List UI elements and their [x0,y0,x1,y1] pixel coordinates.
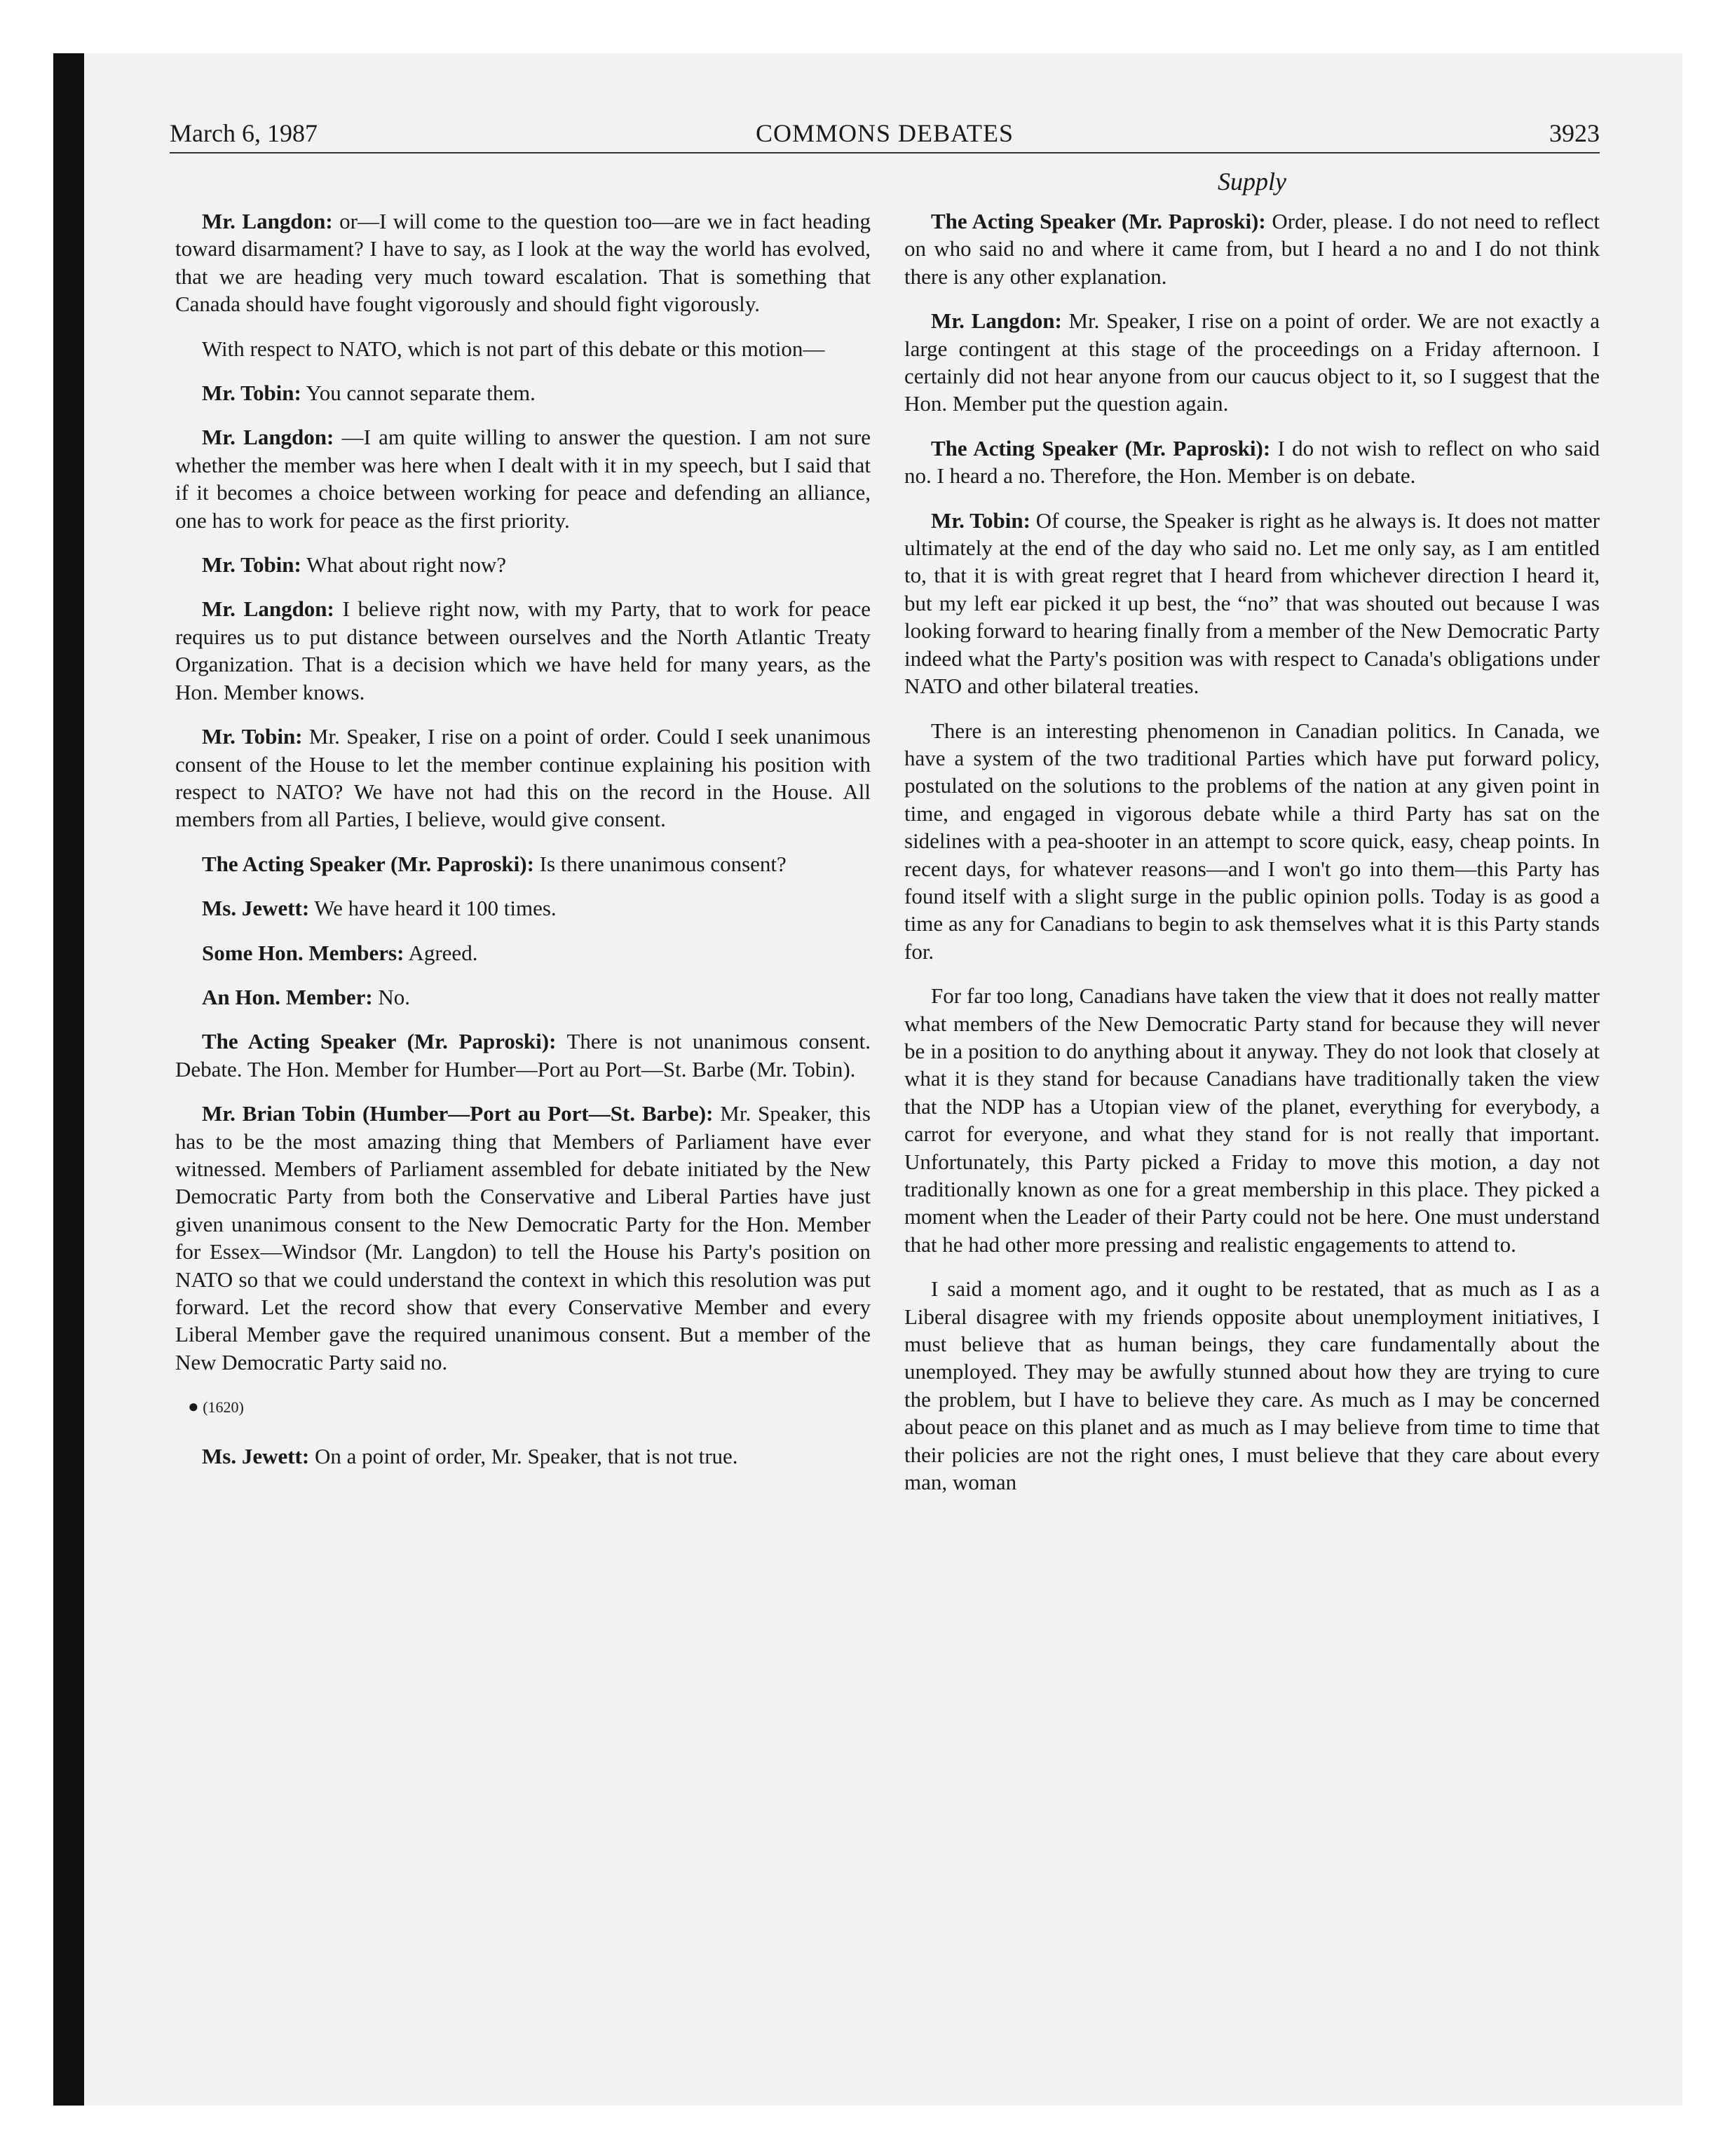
paragraph-text: Mr. Speaker, I rise on a point of order. Could I seek unanimous consent of the House to let the member continue explaining his position with respect to NATO? We have not had this on the record in the House. All members from all Parties, I believe, would give consent. [175,724,871,832]
paragraph [175,207,871,318]
paragraph-text: —I am quite willing to answer the question. I am not sure whether the member was here when I dealt with it in my speech, but I said that if it becomes a choice between working for peace and defending an alliance, one has to work for peace as the first priority. [175,425,871,533]
paragraph [904,307,1600,418]
speaker-name: Mr. Langdon: [202,596,334,622]
paragraph [175,1442,871,1470]
speaker-name: The Acting Speaker (Mr. Paproski): [931,435,1271,460]
paragraph [904,507,1600,700]
speaker-name: Ms. Jewett: [202,896,310,921]
paragraph [175,595,871,706]
time-marker-text: (1620) [203,1398,244,1417]
paragraph-text: I do not wish to reflect on who said no. I heard a no. Therefore, the Hon. Member is on debate. [904,435,1600,489]
paragraph-text: Mr. Speaker, I rise on a point of order. We are not exactly a large contingent at this stage of the proceedings on a Friday afternoon. I certainly did not hear anyone from our caucus object to it, so I suggest that the Hon. Member put the question again. [904,308,1600,416]
paragraph [904,207,1600,290]
left-column [175,207,871,1487]
speaker-name: Mr. Tobin: [202,552,301,578]
paragraph-text: We have heard it 100 times. [309,896,557,921]
paragraph [904,982,1600,1258]
left-column-paragraphs [175,207,871,1376]
paragraph-text: Of course, the Speaker is right as he always is. It does not matter ultimately at the end of the day who said no. Let me only say, as I am entitled to, that it is with great regret that I heard from whichever direction I heard it, but my left ear picked it up best, the “no” that was shouted out because I was looking forward to hearing finally from a member of the New Democratic Party indeed what the Party's position was with respect to Canada's obligations under NATO and other bilateral treaties. [904,507,1600,699]
right-column-paragraphs [904,207,1600,1496]
paragraph-text: Order, please. I do not need to reflect on who said no and where it came from, but I heard a no and I do not think there is any other explanation. [904,209,1600,289]
paragraph [175,983,871,1011]
paragraph [175,894,871,922]
paragraph-text: Agreed. [404,940,478,965]
paragraph [175,1028,871,1083]
paragraph [175,723,871,833]
paragraph [904,1275,1600,1496]
speaker-name: Mr. Langdon: [202,209,333,233]
bullet-icon: ● [188,1396,199,1417]
paragraph-text: There is an interesting phenomenon in Canadian politics. In Canada, we have a system of the two traditional Parties which have put forward policy, postulated on the solutions to the problems of the nation at any given point in time, and engaged in vigorous debate while a third Party has sat on the sidelines with a pea-shooter in an attempt to score quick, easy, cheap points. In recent days, for whatever reasons—and I won't go into them—this Party has found itself with a slight surge in the public opinion polls. Today is as good a time as any for Canadians to begin to ask themselves what it is this Party stands for. [904,718,1600,964]
paragraph-text: On a point of order, Mr. Speaker, that is not true. [309,1443,738,1468]
speaker-name: Mr. Langdon: [931,308,1062,334]
paragraph-text: I said a moment ago, and it ought to be restated, that as much as I as a Liberal disagree with my friends opposite about unemployment initiatives, I must believe that as human beings, they care fundamentally about the unemployed. They may be awfully stunned about how they are trying to cure the problem, but I have to believe they care. As much as I may be concerned about peace on this planet and as much as I may believe from time to time that their policies are not the right ones, I must believe that they care about every man, woman [904,1276,1600,1495]
speaker-name: Mr. Brian Tobin (Humber—Port au Port—St. Barbe): [202,1101,714,1126]
paragraph [175,850,871,878]
paragraph [175,379,871,407]
header-page-number: 3923 [1549,119,1600,147]
scan-edge-shadow [53,53,84,2106]
paragraph-text: With respect to NATO, which is not part of this debate or this motion— [202,336,825,361]
paragraph [904,435,1600,490]
speaker-name: Mr. Tobin: [931,507,1030,533]
speaker-name: Some Hon. Members: [202,940,404,965]
paragraph [175,551,871,578]
speaker-name: An Hon. Member: [202,984,373,1009]
speaker-name: Ms. Jewett: [202,1443,310,1468]
paragraph-text: What about right now? [301,552,507,578]
time-marker [175,1393,871,1421]
paragraph-text: or—I will come to the question too—are we in fact heading toward disarmament? I have to say, as I look at the way the world has evolved, that we are heading very much toward escalation. That is something that Canada should have fought vigorously and should fight vigorously. [175,209,871,317]
paragraph-text: I believe right now, with my Party, that to work for peace requires us to put distance between ourselves and the North Atlantic Treaty Organization. That is a decision which we have held for many years, as the Hon. Member knows. [175,596,871,704]
paragraph [175,423,871,534]
paragraph-text: There is not unanimous consent. Debate. The Hon. Member for Humber—Port au Port—St. Barbe (Mr. Tobin). [175,1029,871,1082]
paragraph-text: For far too long, Canadians have taken the view that it does not really matter what members of the New Democratic Party stand for because they will never be in a position to do anything about it anyway. They do not look that closely at what it is they stand for because Canadians have traditionally taken the view that the NDP has a Utopian view of the planet, everything for everybody, a carrot for everyone, and what they stand for is not really that important. Unfortunately, this Party picked a Friday to move this motion, a day not traditionally known as one for a great membership in this place. They picked a moment when the Leader of their Party could not be here. One must understand that he had other more pressing and realistic engagements to attend to. [904,983,1600,1257]
left-column-end-paragraphs [175,1442,871,1470]
speaker-name: Mr. Tobin: [202,381,301,406]
paragraph [175,939,871,967]
paragraph [904,717,1600,966]
right-column [904,207,1600,1513]
speaker-name: The Acting Speaker (Mr. Paproski): [202,1029,557,1054]
speaker-name: The Acting Speaker (Mr. Paproski): [931,209,1266,233]
speaker-name: The Acting Speaker (Mr. Paproski): [202,851,534,876]
section-title: Supply [1218,168,1286,196]
speaker-name: Mr. Langdon: [202,425,334,450]
paragraph-text: No. [372,984,411,1009]
header-title: COMMONS DEBATES [755,119,1014,147]
header-date: March 6, 1987 [170,119,318,147]
paragraph [175,1100,871,1376]
speaker-name: Mr. Tobin: [202,724,303,749]
paragraph-text: Is there unanimous consent? [533,851,787,876]
paragraph [175,335,871,362]
header-rule [170,152,1600,153]
page-header [170,114,1600,153]
paragraph-text: Mr. Speaker, this has to be the most amazing thing that Members of Parliament have ever witnessed. Members of Parliament assembled for debate initiated by the New Democratic Party from both the Conservative and Liberal Parties have just given unanimous consent to the New Democratic Party for the Hon. Member for Essex—Windsor (Mr. Langdon) to tell the House his Party's position on NATO so that we could understand the context in which this resolution was put forward. Let the record show that every Conservative Member and every Liberal Member gave the required unanimous consent. But a member of the New Democratic Party said no. [175,1101,871,1374]
paragraph-text: You cannot separate them. [301,381,536,406]
